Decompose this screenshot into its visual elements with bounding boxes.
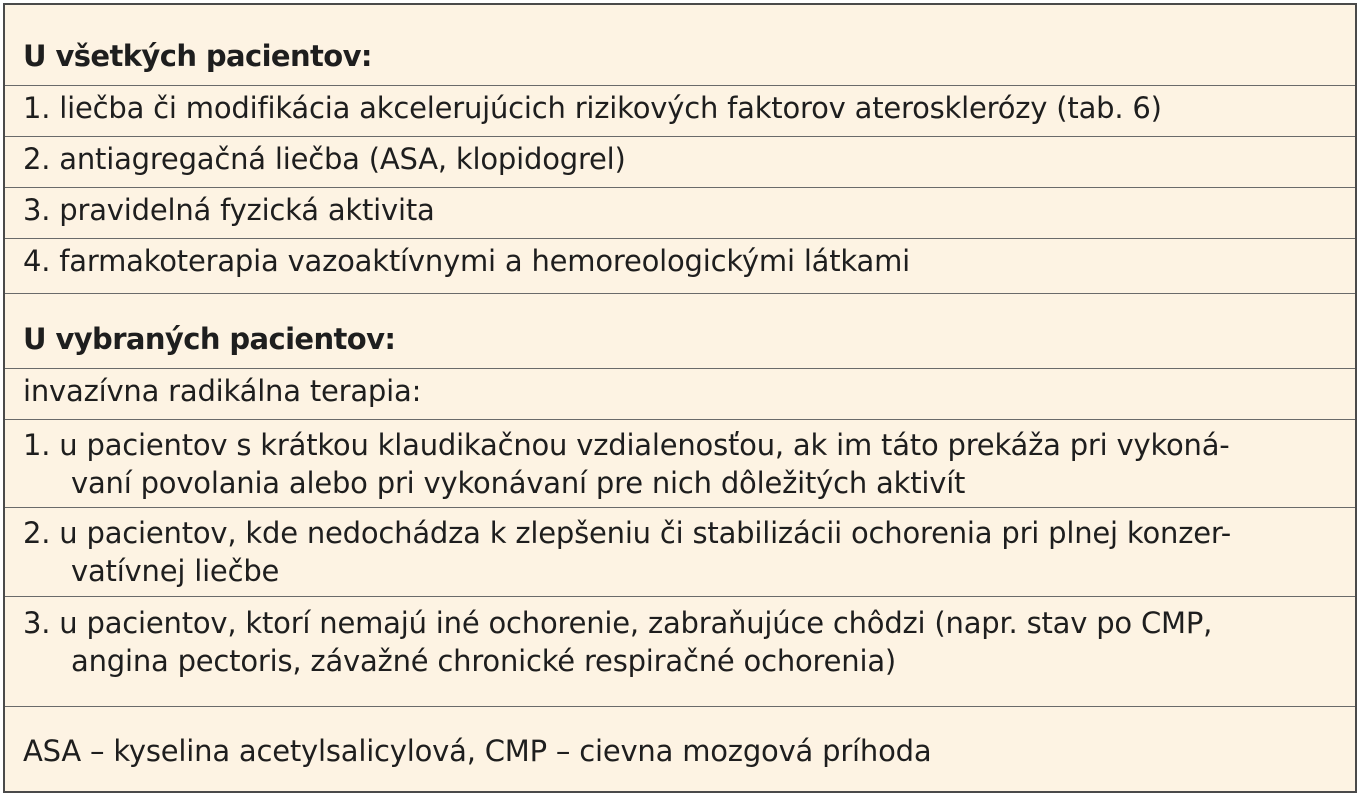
selected-patients-item-2-line2: vatívnej liečbe bbox=[71, 554, 280, 588]
divider bbox=[5, 368, 1355, 369]
divider bbox=[5, 507, 1355, 508]
selected-patients-item-1-line2: vaní povolania alebo pri vykonávaní pre nich dôležitých aktivít bbox=[71, 466, 966, 500]
divider bbox=[5, 293, 1355, 294]
divider bbox=[5, 187, 1355, 188]
all-patients-item-3: 3. pravidelná fyzická aktivita bbox=[23, 193, 435, 227]
all-patients-heading: U všetkých pacientov: bbox=[23, 39, 372, 73]
divider bbox=[5, 238, 1355, 239]
divider bbox=[5, 85, 1355, 86]
selected-patients-item-2-line1: 2. u pacientov, kde nedochádza k zlepšeniu či stabilizácii ochorenia pri plnej konzer- bbox=[23, 516, 1232, 550]
divider bbox=[5, 596, 1355, 597]
selected-patients-item-3-line1: 3. u pacientov, ktorí nemajú iné ochorenie, zabraňujúce chôdzi (napr. stav po CMP, bbox=[23, 606, 1213, 640]
all-patients-item-4: 4. farmakoterapia vazoaktívnymi a hemoreologickými látkami bbox=[23, 244, 910, 278]
all-patients-item-1: 1. liečba či modifikácia akcelerujúcich rizikových faktorov aterosklerózy (tab. 6) bbox=[23, 91, 1162, 125]
selected-patients-item-3-line2: angina pectoris, závažné chronické respiračné ochorenia) bbox=[71, 644, 896, 678]
divider bbox=[5, 706, 1355, 707]
selected-patients-item-1-line1: 1. u pacientov s krátkou klaudikačnou vzdialenosťou, ak im táto prekáža pri vykoná- bbox=[23, 428, 1230, 462]
treatment-table bbox=[3, 3, 1357, 793]
divider bbox=[5, 419, 1355, 420]
all-patients-item-2: 2. antiagregačná liečba (ASA, klopidogrel) bbox=[23, 142, 626, 176]
footnote: ASA – kyselina acetylsalicylová, CMP – cievna mozgová príhoda bbox=[23, 734, 932, 768]
selected-patients-heading: U vybraných pacientov: bbox=[23, 322, 396, 356]
divider bbox=[5, 136, 1355, 137]
selected-patients-intro: invazívna radikálna terapia: bbox=[23, 374, 422, 408]
